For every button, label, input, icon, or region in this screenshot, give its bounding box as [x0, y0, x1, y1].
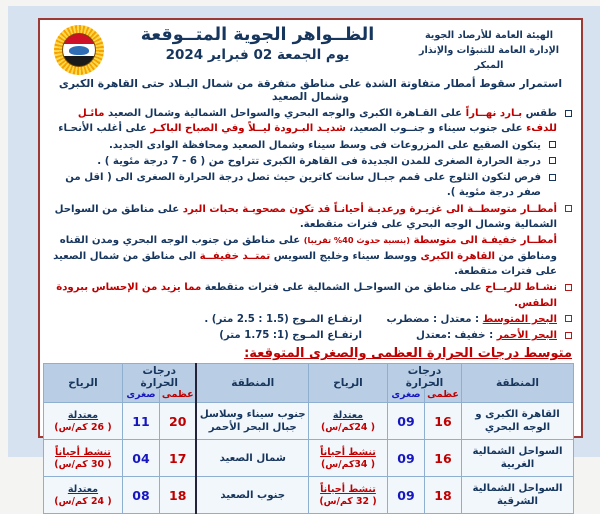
wind-speed: ( 26 كم/س) [45, 422, 121, 434]
bullet-wind-activity [47, 280, 574, 311]
warning-text: بـارد نهــاراً [466, 108, 522, 119]
wind-cell [308, 440, 387, 477]
warning-text: تمتــد خفيفــة [200, 251, 271, 262]
header-region-left: المنطقة [196, 364, 308, 403]
wind-cell [308, 477, 387, 514]
low-temp-cell: 09 [387, 403, 424, 440]
wind-speed: ( 34كم/س) [310, 459, 386, 471]
text-segment: فرص لتكون الثلوج على قمم جبـال سانت كاترين حيث تصل درجة الحرارة الصغرى الى ( اقل من صفر درجة مئوية ). [65, 172, 541, 198]
mediterranean-sea-state [47, 312, 574, 327]
header-wind-left: الرياح [43, 364, 122, 403]
wave-height: ارتفـاع المـوج (1.5 : 2.5 متر) . [204, 312, 362, 327]
text-segment: الى مناطق من شمال الصعيد على فترات متقطعة. [53, 251, 557, 277]
sea-state-row [47, 328, 557, 343]
wind-description: معتدلة [45, 484, 121, 496]
organization-block [404, 23, 574, 74]
wind-speed: ( 30 كم/س) [45, 459, 121, 471]
bullet-new-cities-minimum [47, 154, 574, 169]
checkbox-icon [565, 284, 572, 291]
checkbox-icon [549, 174, 556, 181]
warning-text: مما يزيد من الإحساس ببرودة الطقس. [56, 282, 557, 308]
wind-description: معتدلة [310, 410, 386, 422]
red-sea-state [47, 328, 574, 343]
region-cell: القاهرة الكبرى و الوجه البحري [462, 403, 574, 440]
region-cell: جنوب الصعيد [196, 477, 308, 514]
checkbox-icon [565, 315, 572, 322]
low-temp-cell: 09 [387, 440, 424, 477]
organization-name: الهيئة العامة للأرصاد الجوية [404, 29, 574, 44]
bullet-temperature-outlook [47, 106, 574, 137]
meteorological-authority-logo-icon [54, 25, 104, 75]
bullet-frost [47, 138, 574, 153]
checkbox-icon [565, 205, 572, 212]
bulletin-date: يوم الجمعة 02 فبراير 2024 [111, 47, 404, 63]
bulletin-header [47, 23, 574, 75]
checkbox-icon [549, 141, 556, 148]
wind-description: معتدلة [45, 410, 121, 422]
header-region-right: المنطقة [462, 364, 574, 403]
wind-cell [43, 403, 122, 440]
high-temp-cell: 17 [159, 440, 196, 477]
sea-state-row [47, 312, 557, 327]
bullet-snow-chance [47, 170, 574, 201]
text-segment: على جنوب سيناء و جنــوب الصعيد، [346, 123, 526, 134]
logo-flag-core [62, 33, 96, 67]
checkbox-icon [565, 332, 572, 339]
region-cell: جنوب سيناء وسلاسل جبال البحر الأحمر [196, 403, 308, 440]
weather-bulletin-document [38, 18, 583, 438]
header-wind-right: الرياح [308, 364, 387, 403]
logo-cloud-icon [69, 46, 89, 55]
warning-text: أمطــار متوسطــة الى غزيـرة ورعديـة أحيانـاً قد تكون مصحوبـة بحبات البرد [179, 204, 557, 215]
header-temps-left: درجات الحرارة [122, 364, 196, 390]
text-segment: درجة الحرارة الصغرى للمدن الجديدة فى القاهرة الكبرى تتراوح من ( 6 - 7 درجة مئوية ) . [97, 156, 541, 167]
header-high-left: عظمى [159, 389, 196, 403]
bullet-moderate-heavy-rain [47, 202, 574, 233]
warning-text: نشـاط للريــاح [485, 282, 557, 293]
checkbox-icon [549, 157, 556, 164]
text-segment: على القـاهرة الكبرى والوجه البحري والسواحل الشمالية وشمال الصعيد [104, 108, 465, 119]
wind-cell [308, 403, 387, 440]
warning-text: القاهرة الكبرى [421, 251, 496, 262]
high-temp-cell: 16 [425, 440, 462, 477]
logo-container [47, 23, 111, 75]
wind-description: تنشط أحياناً [45, 447, 121, 459]
text-segment: على مناطق من جنوب الوجه البحري ومدن القناه ومناطق من [60, 235, 557, 261]
sea-condition: : خفيف :معتدل [416, 330, 497, 341]
low-temp-cell: 11 [122, 403, 159, 440]
region-cell: شمال الصعيد [196, 440, 308, 477]
text-segment: على أغلب الأنحـاء [58, 123, 150, 134]
high-temp-cell: 18 [159, 477, 196, 514]
bulletin-title: الظــواهر الجوية المتــوقعة [111, 25, 404, 45]
header-high-right: عظمى [425, 389, 462, 403]
wind-speed: ( 24 كم/س) [45, 496, 121, 508]
header-low-left: صغرى [122, 389, 159, 403]
warning-text: شديـد البـرودة ليــلاً وفي الصباح الباكـر [150, 123, 345, 134]
text-segment: ووسط سيناء وخليج السويس [270, 251, 420, 262]
bullet-light-rain [47, 233, 574, 279]
sea-name: البحر المتوسط [483, 314, 557, 325]
high-temp-cell: 16 [425, 403, 462, 440]
checkbox-icon [565, 110, 572, 117]
headline-summary: استمرار سقوط أمطار متفاوتة الشدة على مناطق متفرقة من شمال البـلاد حتى القاهرة الكبرى وشمال الصعيد [47, 77, 574, 103]
sea-state-label [362, 328, 557, 343]
text-segment: طقس [522, 108, 557, 119]
high-temp-cell: 20 [159, 403, 196, 440]
high-temp-cell: 18 [425, 477, 462, 514]
wind-description: تنشط أحياناً [310, 484, 386, 496]
wind-cell [43, 440, 122, 477]
wind-speed: ( 32 كم/س) [310, 496, 386, 508]
table-row [43, 440, 573, 477]
header-low-right: صغرى [387, 389, 424, 403]
region-cell: السواحل الشمالية الغربية [462, 440, 574, 477]
wind-speed: ( 24كم/س) [310, 422, 386, 434]
probability-note: (بنسبة حدوث 40% تقريبا) [304, 235, 410, 245]
text-segment: على مناطق من السواحل الشمالية وشمال الوجه البحري على فترات متقطعة. [55, 204, 557, 230]
region-cell: السواحل الشمالية الشرقية [462, 477, 574, 514]
title-block [111, 23, 404, 63]
low-temp-cell: 08 [122, 477, 159, 514]
forecast-bullet-list [47, 106, 574, 343]
text-segment: يتكون الصقيع على المزروعات فى وسط سيناء وشمال الصعيد ومحافظة الوادى الجديد. [109, 140, 541, 151]
wave-height: ارتفـاع المـوج (1: 1.75 متر) [219, 328, 362, 343]
wind-cell [43, 477, 122, 514]
sea-state-label [362, 312, 557, 327]
text-segment: على مناطق من السواحـل الشمالية على فترات متقطعة [201, 282, 485, 293]
sea-name: البحر الأحمر [497, 330, 557, 341]
warning-text: مائـل للدفء [78, 108, 557, 134]
header-temps-right: درجات الحرارة [387, 364, 461, 390]
department-name: الإدارة العامة للتنبؤات والإنذار المبكر [404, 44, 574, 74]
table-row [43, 403, 573, 440]
low-temp-cell: 09 [387, 477, 424, 514]
sea-condition: : معتدل : مضطرب [387, 314, 483, 325]
wind-description: تنشط أحياناً [310, 447, 386, 459]
warning-text: أمطــار خفيفـة الى متوسطة [410, 235, 557, 246]
table-row [43, 477, 573, 514]
temperature-wind-table [43, 363, 574, 514]
low-temp-cell: 04 [122, 440, 159, 477]
temperature-table-title: متوسط درجات الحرارة العظمى والصغرى المتوقعة: [47, 346, 572, 361]
